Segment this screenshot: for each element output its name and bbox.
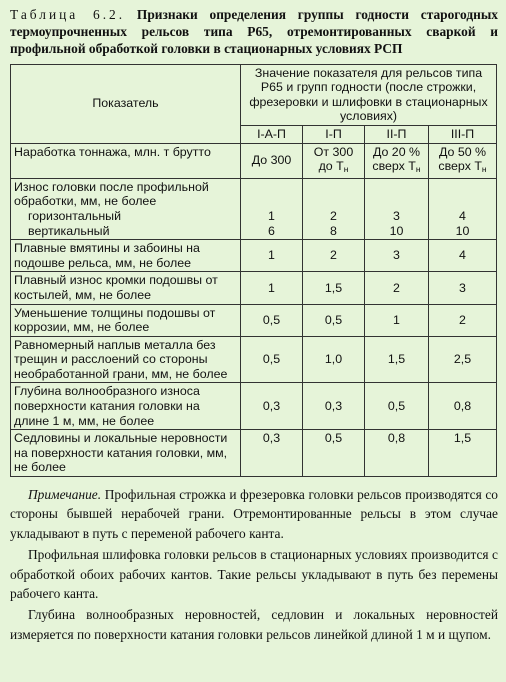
row-label-sub: горизонтальный bbox=[28, 208, 122, 223]
row-label: Равномерный наплыв металла без трещин и расслоений со стороны необработанной грани, мм, не более bbox=[11, 336, 241, 383]
cell-line: До 20 % bbox=[372, 144, 421, 159]
table-row bbox=[11, 304, 497, 336]
header-row bbox=[11, 64, 497, 125]
note-lead: Примечание. bbox=[28, 487, 102, 503]
row-label: Плавные вмятины и забоины на подошве рельса, мм, не более bbox=[11, 240, 241, 272]
subscript: н bbox=[343, 164, 349, 175]
cell-value: 0,3 bbox=[241, 430, 303, 477]
cell-value: 0,3 bbox=[303, 383, 365, 430]
cell-line: От 300 bbox=[313, 144, 354, 159]
cell-value: 0,8 bbox=[365, 430, 429, 477]
cell-line: сверх Т bbox=[438, 159, 482, 174]
cell-value: 1,5 bbox=[303, 272, 365, 304]
subscript: н bbox=[481, 164, 487, 175]
cell-line: 2 bbox=[330, 208, 337, 223]
subscript: н bbox=[415, 164, 421, 175]
row-label: Глубина волнообразного износа поверхности катания головки на длине 1 м, мм, не более bbox=[11, 383, 241, 430]
cell-value: 1 bbox=[365, 304, 429, 336]
note-paragraph: Профильная шлифовка головки рельсов в стационарных условиях производится с обработкой обоих рабочих кантов. Такие рельсы укладывают в путь без перемены рабочего канта. bbox=[10, 547, 498, 602]
cell-value: 0,3 bbox=[241, 383, 303, 430]
cell-value: 2 bbox=[429, 304, 497, 336]
cell-value: 0,5 bbox=[303, 304, 365, 336]
table-number: Таблица 6.2. bbox=[10, 7, 126, 22]
group-header: II-П bbox=[365, 125, 429, 143]
row-label bbox=[11, 178, 241, 239]
cell-value: 1 bbox=[241, 272, 303, 304]
cell-value: 0,5 bbox=[241, 304, 303, 336]
table-caption bbox=[10, 6, 498, 58]
cell-line: 6 bbox=[268, 223, 275, 238]
cell-value: 3 bbox=[365, 240, 429, 272]
table-row bbox=[11, 178, 497, 239]
note-paragraph: Глубина волнообразных неровностей, седловин и локальных неровностей измеряется по поверхности катания головки рельсов линейкой длиной 1 м и щупом. bbox=[10, 607, 498, 642]
note-paragraph bbox=[10, 485, 498, 543]
cell-value: 1,5 bbox=[365, 336, 429, 383]
cell-line: 8 bbox=[330, 223, 337, 238]
cell-value bbox=[365, 178, 429, 239]
cell-line: сверх Т bbox=[372, 159, 416, 174]
rail-fitness-table bbox=[10, 64, 497, 477]
cell-value: 3 bbox=[429, 272, 497, 304]
cell-value bbox=[241, 178, 303, 239]
cell-value bbox=[303, 178, 365, 239]
cell-line: 10 bbox=[455, 223, 470, 238]
table-row bbox=[11, 383, 497, 430]
table-row bbox=[11, 336, 497, 383]
row-label-sub: вертикальный bbox=[28, 223, 110, 238]
cell-value: 2,5 bbox=[429, 336, 497, 383]
cell-value: 1,5 bbox=[429, 430, 497, 477]
cell-line: до Т bbox=[318, 159, 344, 174]
cell-line: 10 bbox=[389, 223, 404, 238]
notes-section bbox=[10, 485, 498, 644]
row-label: Плавный износ кромки подошвы от костылей, мм, не более bbox=[11, 272, 241, 304]
cell-line: 1 bbox=[268, 208, 275, 223]
group-header: III-П bbox=[429, 125, 497, 143]
cell-value bbox=[303, 143, 365, 178]
row-label: Уменьшение толщины подошвы от коррозии, мм, не более bbox=[11, 304, 241, 336]
cell-value: 1 bbox=[241, 240, 303, 272]
group-header: I-П bbox=[303, 125, 365, 143]
row-label: Седловины и локальные неровности на поверхности катания головки, мм, не более bbox=[11, 430, 241, 477]
note-text: Профильная строжка и фрезеровка головки рельсов производятся со стороны бывшей нерабочей грани. Отремонтированные рельсы в этом случае укладывают в путь с переменой рабочего канта. bbox=[10, 487, 498, 541]
group-header: I-А-П bbox=[241, 125, 303, 143]
cell-value: 1,0 bbox=[303, 336, 365, 383]
cell-value: 0,5 bbox=[241, 336, 303, 383]
cell-value: 4 bbox=[429, 240, 497, 272]
cell-value bbox=[429, 143, 497, 178]
header-indicator: Показатель bbox=[11, 64, 241, 143]
cell-value: 2 bbox=[303, 240, 365, 272]
table-title: Признаки определения группы годности старогодных термоупрочненных рельсов типа Р65, отремонтированных сваркой и профильной обработкой головки в стационарных условиях РСП bbox=[10, 7, 498, 57]
cell-value bbox=[429, 178, 497, 239]
cell-value: До 300 bbox=[241, 143, 303, 178]
table-row bbox=[11, 430, 497, 477]
cell-line: До 50 % bbox=[438, 144, 487, 159]
cell-value: 0,5 bbox=[365, 383, 429, 430]
cell-value: 2 bbox=[365, 272, 429, 304]
table-row bbox=[11, 272, 497, 304]
cell-value bbox=[365, 143, 429, 178]
table-row bbox=[11, 240, 497, 272]
cell-line: 3 bbox=[393, 208, 400, 223]
row-label-main: Износ головки после профильной обработки, мм, не более bbox=[14, 179, 209, 209]
header-value: Значение показателя для рельсов типа Р65 и групп годности (после строжки, фрезеровки и шлифовки в стационарных условиях) bbox=[241, 64, 497, 125]
table-row bbox=[11, 143, 497, 178]
row-label: Наработка тоннажа, млн. т брутто bbox=[11, 143, 241, 178]
cell-line: 4 bbox=[459, 208, 466, 223]
cell-value: 0,8 bbox=[429, 383, 497, 430]
cell-value: 0,5 bbox=[303, 430, 365, 477]
